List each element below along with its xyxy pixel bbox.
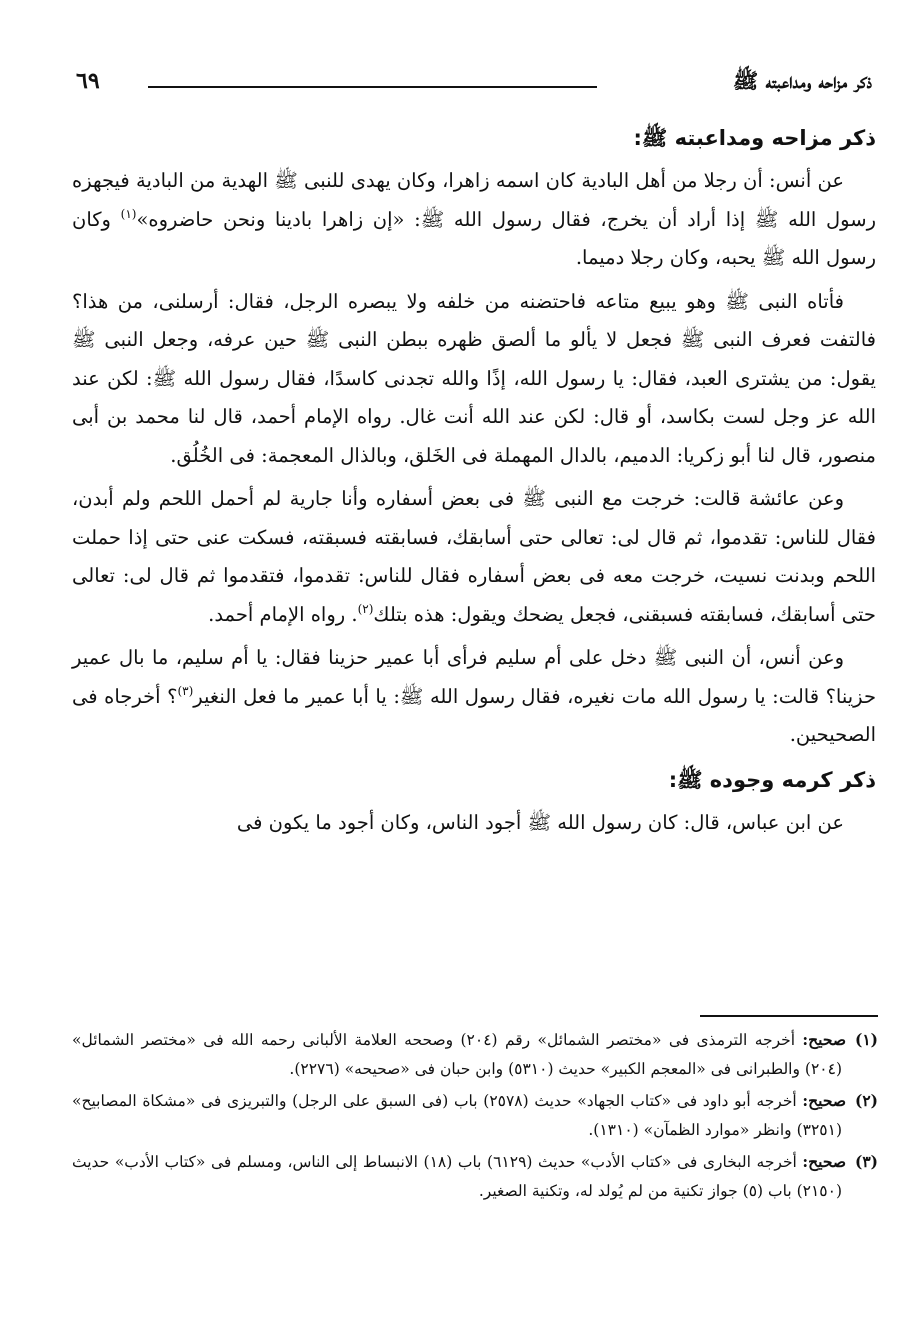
page-number: ٦٩	[76, 68, 100, 94]
paragraph-text: وعن عائشة قالت: خرجت مع النبى ﷺ فى بعض أسفاره وأنا جارية لم أحمل اللحم ولم أبدن، فقال للناس: تقدموا، ثم قال لى: تعالى حتى أسابقك، فسابقته فسبقته، فسكت عنى حتى إذا حملت اللحم وبدنت نسيت، خرجت معه فى بعض أسفاره فقال للناس: تقدموا، فتقدموا ثم قال لى: تعالى حتى أسابقك، فسابقته فسبقنى، فجعل يضحك ويقول: هذه بتلك	[72, 487, 876, 626]
footnote-number: (٣)	[854, 1152, 878, 1171]
footnote-rule	[700, 1015, 878, 1017]
paragraph-text-tail: . رواه الإمام أحمد.	[208, 602, 358, 626]
footnote-2	[72, 1087, 878, 1144]
footnote-label: صحيح:	[802, 1030, 846, 1049]
paragraph-ibn-abbas: عن ابن عباس، قال: كان رسول الله ﷺ أجود الناس، وكان أجود ما يكون فى	[236, 810, 844, 834]
footnote-3	[72, 1148, 878, 1205]
footnote-number: (١)	[854, 1030, 878, 1049]
footnote-ref-2: (٢)	[357, 601, 374, 616]
running-header	[72, 68, 872, 104]
footnote-label: صحيح:	[802, 1091, 846, 1110]
running-title: ذكر مزاحه ومداعبته ﷺ	[732, 68, 872, 93]
paragraph-text-tail: ؟ أخرجاه فى الصحيحين.	[72, 684, 876, 746]
paragraph-zahir	[72, 162, 876, 278]
paragraph-text: عن أنس: أن رجلا من أهل البادية كان اسمه زاهرا، وكان يهدى للنبى ﷺ الهدية من البادية فيجهزه رسول الله ﷺ إذا أراد أن يخرج، فقال رسول الله ﷺ: «إن زاهرا بادينا ونحن حاضروه»	[72, 169, 876, 231]
footnote-ref-3: (٣)	[177, 683, 194, 698]
paragraph-text: وعن أنس، أن النبى ﷺ دخل على أم سليم فرأى أبا عمير حزينا فقال: يا أم سليم، ما بال عمير حزينا؟ قالت: يا رسول الله مات نغيره، فقال رسول الله ﷺ: يا أبا عمير ما فعل النغير	[72, 646, 876, 708]
footnote-text: أخرجه البخارى فى «كتاب الأدب» حديث (٦١٢٩) باب (١٨) الانبساط إلى الناس، ومسلم فى «كتاب الأدب» حديث (٢١٥٠) باب (٥) جواز تكنية من لم يُولد له، وتكنية الصغير.	[72, 1153, 842, 1200]
section-heading-jest: ذكر مزاحه ومداعبته ﷺ:	[633, 126, 876, 150]
footnote-text: أخرجه أبو داود فى «كتاب الجهاد» حديث (٢٥٧٨) باب (فى السبق على الرجل) والتبريزى فى «مشكاة المصابيح» (٣٢٥١) وانظر «موارد الظمآن» (١٣١٠).	[72, 1092, 842, 1139]
footnote-label: صحيح:	[802, 1152, 846, 1171]
paragraph-aisha-race	[72, 480, 876, 634]
main-text	[72, 118, 876, 847]
footnote-text: أخرجه الترمذى فى «مختصر الشمائل» رقم (٢٠٤) وصححه العلامة الألبانى رحمه الله فى «مختصر الشمائل» (٢٠٤) والطبرانى فى «المعجم الكبير» حديث (٥٣١٠) وابن حبان فى «صحيحه» (٢٢٧٦).	[72, 1031, 842, 1078]
section-heading-generosity: ذكر كرمه وجوده ﷺ:	[668, 767, 876, 792]
header-rule	[148, 86, 597, 88]
footnote-1	[72, 1026, 878, 1083]
paragraph-text-tail: وكان رسول الله ﷺ يحبه، وكان رجلا دميما.	[72, 207, 876, 269]
paragraph-embrace: فأتاه النبى ﷺ وهو يبيع متاعه فاحتضنه من خلفه ولا يبصره الرجل، فقال: أرسلنى، من هذا؟ فالتفت فعرف النبى ﷺ فجعل لا يألو ما ألصق ظهره ببطن النبى ﷺ حين عرفه، وجعل النبى ﷺ يقول: من يشترى العبد، فقال: يا رسول الله، إذًا والله تجدنى كاسدًا، فقال رسول الله ﷺ: لكن عند الله عز وجل لست بكاسد، أو قال: لكن عند الله أنت غال. رواه الإمام أحمد، قال لنا محمد بن أبى منصور، قال لنا أبو زكريا: الدميم، بالدال المهملة فى الخَلق، وبالذال المعجمة: فى الخُلُق.	[72, 289, 876, 467]
footnote-number: (٢)	[854, 1091, 878, 1110]
paragraph-abu-umair	[72, 639, 876, 755]
footnotes	[72, 1015, 878, 1209]
footnote-ref-1: (١)	[120, 206, 137, 221]
